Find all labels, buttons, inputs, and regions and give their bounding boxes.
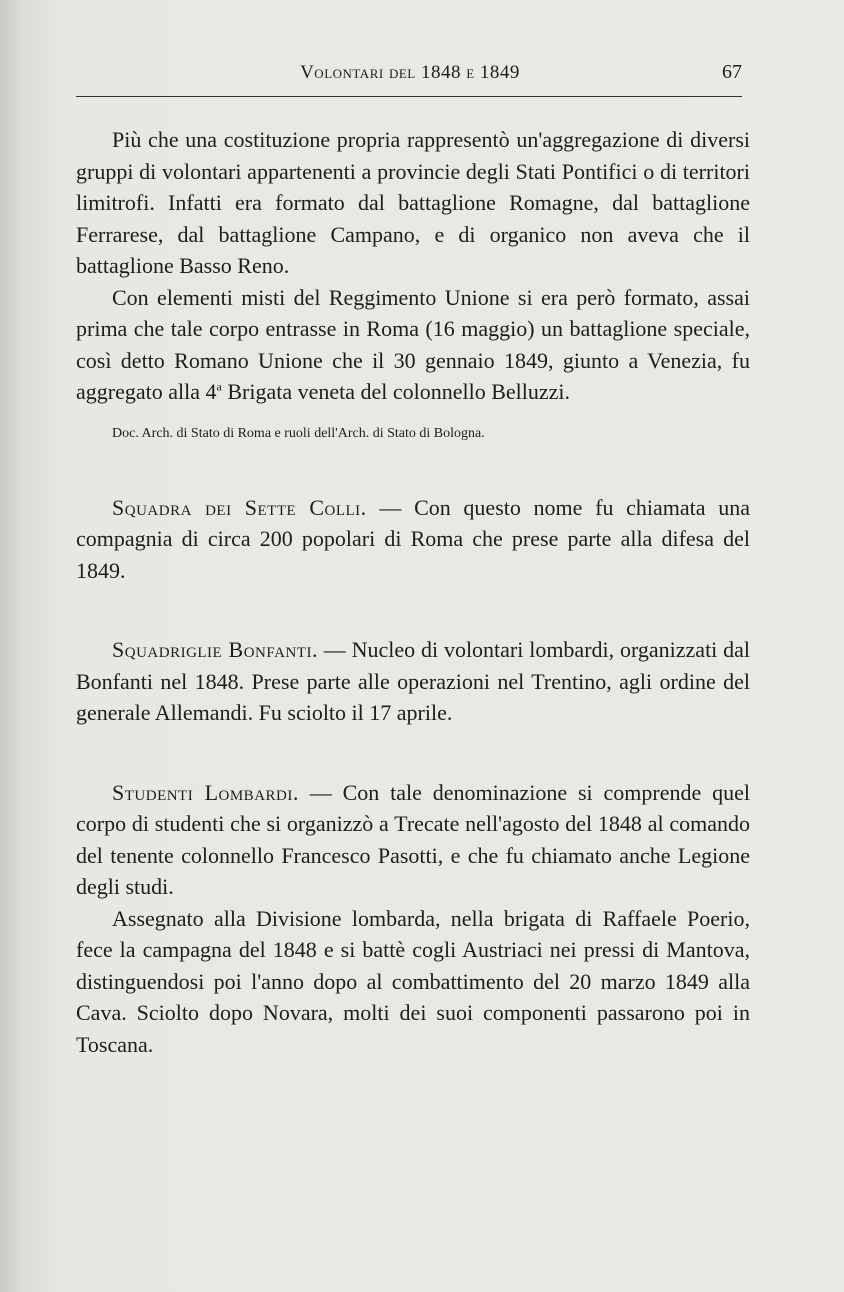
paragraph-studenti-campaign: Assegnato alla Divisione lombarda, nella brigata di Raffaele Poerio, fece la campagna del 1848 e si battè cogli Austriaci nei pressi di Mantova, distinguendosi poi l'anno dopo al combattimento del 20 marzo 1849 alla Cava. Sciolto dopo Novara, molti dei suoi componenti passarono poi in Toscana. — [76, 905, 750, 1057]
header-rule — [76, 96, 742, 97]
paragraph-regiment-composition: Più che una costituzione propria rappresentò un'aggregazione di diversi gruppi di volontari appartenenti a provincie degli Stati Pontifici o di territori limitrofi. Infatti era formato dal battaglione Romagne, dal battaglione Ferrarese, dal battaglione Campano, e di organico non aveva che il battaglione Basso Reno. — [76, 127, 750, 278]
entry-title: Studenti Lombardi. — [112, 779, 299, 805]
page-content — [76, 124, 750, 1060]
entry-studenti-lombardi — [76, 777, 750, 903]
entry-sette-colli — [76, 492, 750, 587]
paragraph-romano-unione-tail: Brigata veneta del colonnello Belluzzi. — [221, 379, 571, 404]
paragraph-romano-unione-text: Con elementi misti del Reggimento Unione si era però formato, assai prima che tale corpo entrasse in Roma (16 maggio) un battaglione speciale, così detto Romano Unione che il 30 gennaio 1849, giunto a Venezia, fu aggregato alla 4 — [76, 284, 750, 404]
running-title: Volontari del 1848 e 1849 — [300, 62, 520, 83]
ordinal-superscript: a — [216, 379, 222, 394]
entry-title: Squadra dei Sette Colli. — [112, 494, 367, 520]
entry-title: Squadriglie Bonfanti. — [112, 637, 318, 662]
source-note: Doc. Arch. di Stato di Roma e ruoli dell'Arch. di Stato di Bologna. — [112, 425, 485, 441]
paragraph-romano-unione — [76, 282, 750, 408]
entry-bonfanti — [76, 634, 750, 729]
page-header — [76, 58, 744, 88]
entry-text: — Con tale denominazione si comprende quel corpo di studenti che si organizzò a Trecate nell'agosto del 1848 al comando del tenente colonnello Francesco Pasotti, e che fu chiamato anche Legione degli studi. — [76, 779, 750, 899]
page-number: 67 — [722, 61, 742, 83]
entry-text: — Con questo nome fu chiamata una compagnia di circa 200 popolari di Roma che prese parte alla difesa del 1849. — [76, 494, 750, 583]
entry-text: — Nucleo di volontari lombardi, organizzati dal Bonfanti nel 1848. Prese parte alle operazioni nel Trentino, agli ordine del generale Allemandi. Fu sciolto il 17 aprile. — [76, 637, 751, 725]
